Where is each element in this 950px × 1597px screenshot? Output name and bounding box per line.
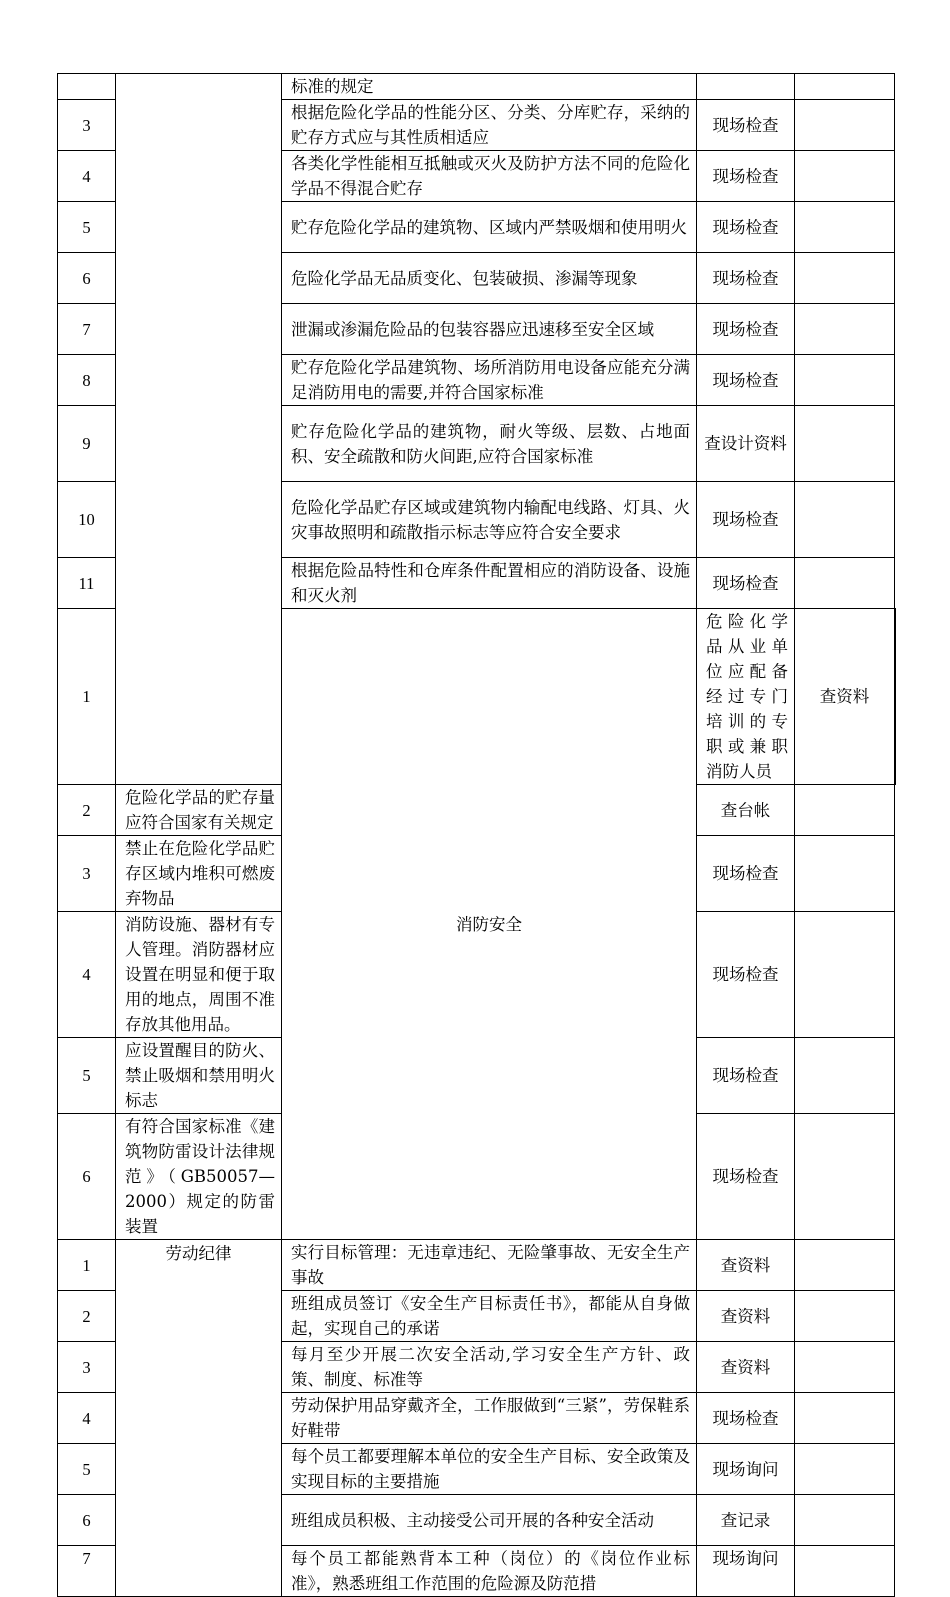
result-cell <box>795 304 895 355</box>
check-method: 现场检查 <box>697 1393 795 1444</box>
check-method: 现场检查 <box>697 1114 795 1240</box>
check-method: 现场检查 <box>697 253 795 304</box>
result-cell <box>795 355 895 406</box>
row-number <box>58 74 116 100</box>
row-number: 5 <box>58 1444 116 1495</box>
check-method: 现场检查 <box>697 836 795 912</box>
result-cell <box>795 406 895 482</box>
check-item: 消防设施、器材有专人管理。消防器材应设置在明显和便于取用的地点，周围不准存放其他用品。 <box>116 912 282 1038</box>
row-number: 5 <box>58 1038 116 1114</box>
check-method: 现场检查 <box>697 1038 795 1114</box>
check-method: 查资料 <box>795 609 895 785</box>
row-number: 3 <box>58 1342 116 1393</box>
row-number: 4 <box>58 151 116 202</box>
check-item: 危险化学品从业单位应配备经过专门培训的专职或兼职消防人员 <box>697 609 795 785</box>
row-number: 5 <box>58 202 116 253</box>
check-method: 查台帐 <box>697 785 795 836</box>
check-item: 每个员工都能熟背本工种（岗位）的《岗位作业标准》，熟悉班组工作范围的危险源及防范措 <box>282 1546 697 1597</box>
row-number: 10 <box>58 482 116 558</box>
row-number: 4 <box>58 912 116 1038</box>
result-cell <box>795 1546 895 1597</box>
result-cell <box>795 1342 895 1393</box>
category-cell-storage <box>116 74 282 785</box>
inspection-table <box>57 73 896 1597</box>
check-method: 现场询问 <box>697 1546 795 1597</box>
row-number: 2 <box>58 785 116 836</box>
check-item: 应设置醒目的防火、禁止吸烟和禁用明火标志 <box>116 1038 282 1114</box>
category-labour-discipline: 劳动纪律 <box>116 1240 282 1597</box>
check-method: 现场检查 <box>697 100 795 151</box>
check-item: 贮存危险化学品的建筑物，耐火等级、层数、占地面积、安全疏散和防火间距,应符合国家标准 <box>282 406 697 482</box>
category-fire-safety: 消防安全 <box>282 609 697 1240</box>
check-item: 实行目标管理：无违章违纪、无险肇事故、无安全生产事故 <box>282 1240 697 1291</box>
result-cell <box>795 836 895 912</box>
result-cell <box>795 100 895 151</box>
check-method: 现场检查 <box>697 482 795 558</box>
check-method: 现场检查 <box>697 912 795 1038</box>
result-cell <box>795 1114 895 1240</box>
row-number: 8 <box>58 355 116 406</box>
check-method: 查资料 <box>697 1291 795 1342</box>
result-cell <box>795 1444 895 1495</box>
row-number: 6 <box>58 253 116 304</box>
check-item: 泄漏或渗漏危险品的包装容器应迅速移至安全区域 <box>282 304 697 355</box>
check-item: 贮存危险化学品建筑物、场所消防用电设备应能充分满足消防用电的需要,并符合国家标准 <box>282 355 697 406</box>
row-number: 7 <box>58 1546 116 1597</box>
result-cell <box>795 151 895 202</box>
check-method: 查记录 <box>697 1495 795 1546</box>
result-cell <box>795 1495 895 1546</box>
check-item: 每个员工都要理解本单位的安全生产目标、安全政策及实现目标的主要措施 <box>282 1444 697 1495</box>
check-item: 危险化学品贮存区域或建筑物内输配电线路、灯具、火灾事故照明和疏散指示标志等应符合安全要求 <box>282 482 697 558</box>
check-method: 现场检查 <box>697 304 795 355</box>
result-cell <box>795 1393 895 1444</box>
row-number: 7 <box>58 304 116 355</box>
result-cell <box>795 1291 895 1342</box>
table-row <box>58 74 896 100</box>
check-method <box>697 74 795 100</box>
row-number: 3 <box>58 836 116 912</box>
check-item: 根据危险品特性和仓库条件配置相应的消防设备、设施和灭火剂 <box>282 558 697 609</box>
result-cell <box>795 1240 895 1291</box>
row-number: 6 <box>58 1114 116 1240</box>
row-number: 3 <box>58 100 116 151</box>
check-method: 查设计资料 <box>697 406 795 482</box>
result-cell <box>795 482 895 558</box>
result-cell <box>795 74 895 100</box>
check-method: 现场检查 <box>697 558 795 609</box>
check-method: 查资料 <box>697 1342 795 1393</box>
check-item: 班组成员签订《安全生产目标责任书》，都能从自身做起，实现自己的承诺 <box>282 1291 697 1342</box>
row-number: 2 <box>58 1291 116 1342</box>
row-number: 1 <box>58 1240 116 1291</box>
check-method: 现场检查 <box>697 202 795 253</box>
check-item: 危险化学品无品质变化、包装破损、渗漏等现象 <box>282 253 697 304</box>
check-item: 危险化学品的贮存量应符合国家有关规定 <box>116 785 282 836</box>
check-item: 劳动保护用品穿戴齐全，工作服做到“三紧”，劳保鞋系好鞋带 <box>282 1393 697 1444</box>
table-row <box>58 1240 896 1291</box>
check-item: 班组成员积极、主动接受公司开展的各种安全活动 <box>282 1495 697 1546</box>
check-item: 有符合国家标准《建筑物防雷设计法律规范》（GB50057—2000）规定的防雷装置 <box>116 1114 282 1240</box>
result-cell <box>795 253 895 304</box>
result-cell <box>795 785 895 836</box>
result-cell <box>795 1038 895 1114</box>
check-item: 根据危险化学品的性能分区、分类、分库贮存，采纳的贮存方式应与其性质相适应 <box>282 100 697 151</box>
row-number: 9 <box>58 406 116 482</box>
check-method: 现场检查 <box>697 151 795 202</box>
row-number: 11 <box>58 558 116 609</box>
check-item: 每月至少开展二次安全活动,学习安全生产方针、政策、制度、标准等 <box>282 1342 697 1393</box>
check-item: 禁止在危险化学品贮存区域内堆积可燃废弃物品 <box>116 836 282 912</box>
check-item: 标准的规定 <box>282 74 697 100</box>
row-number: 6 <box>58 1495 116 1546</box>
check-item: 贮存危险化学品的建筑物、区域内严禁吸烟和使用明火 <box>282 202 697 253</box>
result-cell <box>795 202 895 253</box>
result-cell <box>895 609 896 785</box>
row-number: 4 <box>58 1393 116 1444</box>
check-item: 各类化学性能相互抵触或灭火及防护方法不同的危险化学品不得混合贮存 <box>282 151 697 202</box>
result-cell <box>795 912 895 1038</box>
check-method: 现场检查 <box>697 355 795 406</box>
check-method: 查资料 <box>697 1240 795 1291</box>
check-method: 现场询问 <box>697 1444 795 1495</box>
result-cell <box>795 558 895 609</box>
row-number: 1 <box>58 609 116 785</box>
